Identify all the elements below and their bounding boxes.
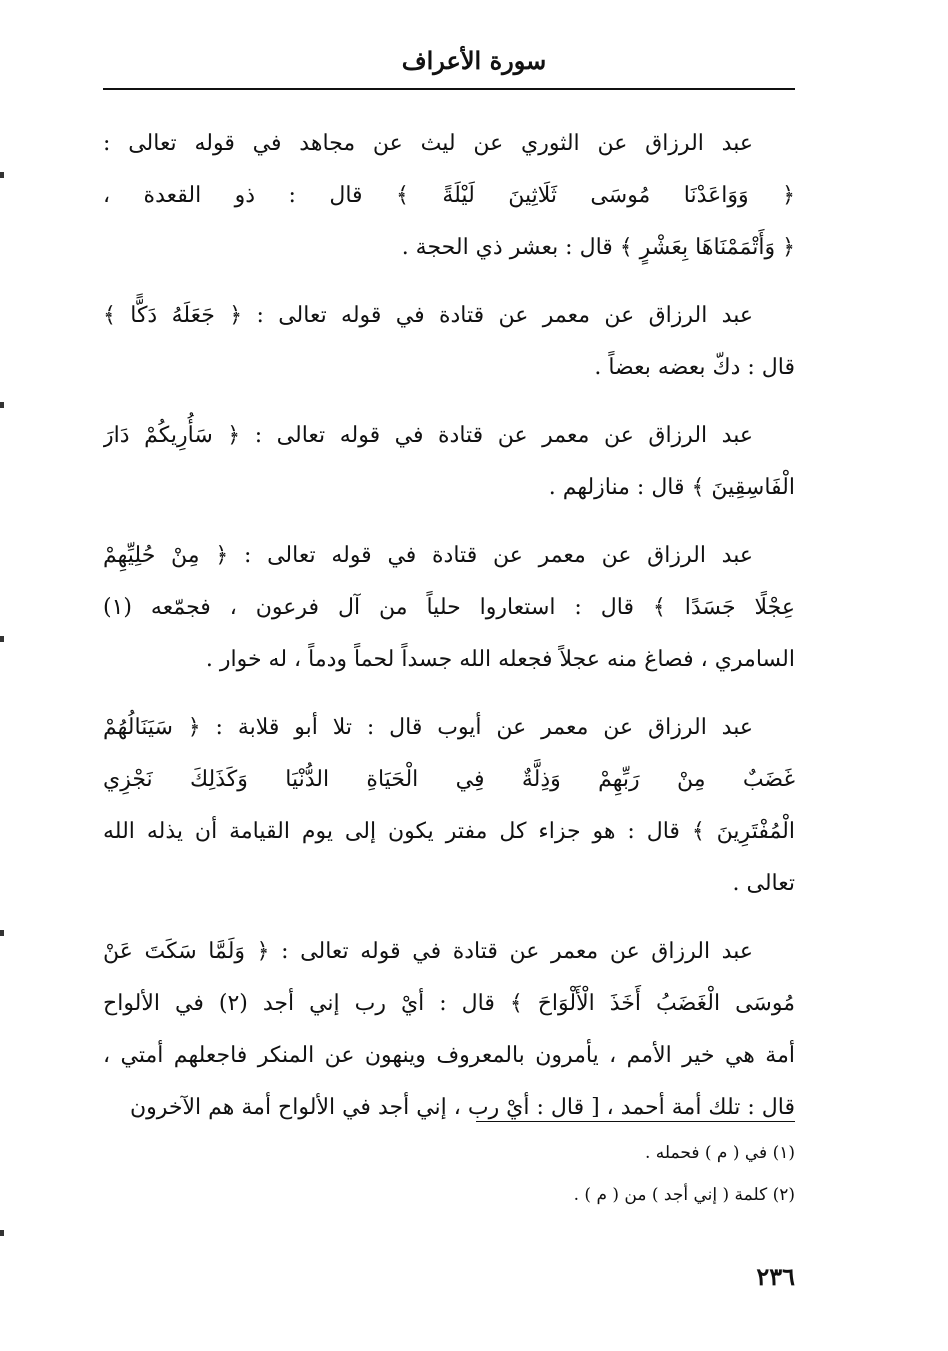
text-line: الْمُفْتَرِينَ ﴾ قال : هو جزاء كل مفتر يكون إلى يوم القيامة أن يذله الله <box>103 819 795 844</box>
margin-mark <box>0 930 4 936</box>
margin-mark <box>0 402 4 408</box>
body-text <box>103 118 795 1150</box>
text-line: ﴿ وَأَتْمَمْنَاهَا بِعَشْرٍ ﴾ قال : بعشر ذي الحجة . <box>401 235 795 260</box>
text-line: الْفَاسِقِينَ ﴾ قال : منازلهم . <box>548 475 795 500</box>
margin-mark <box>0 636 4 642</box>
margin-mark <box>0 172 4 178</box>
text-line: عِجْلًا جَسَدًا ﴾ قال : استعاروا حلياً من آل فرعون ، فجمّعه (١) <box>103 595 795 620</box>
footnotes <box>295 1132 795 1216</box>
page-header-title: سورة الأعراف <box>401 46 547 75</box>
text-line: عبد الرزاق عن معمر عن قتادة في قوله تعالى : ﴿ وَلَمَّا سَكَتَ عَنْ <box>103 939 753 964</box>
margin-mark <box>0 1230 4 1236</box>
paragraph-1 <box>103 118 795 274</box>
footnote-rule <box>476 1121 795 1122</box>
text-line: مُوسَى الْغَضَبُ أَخَذَ الْأَلْوَاحَ ﴾ قال : أيْ رب إني أجد (٢) في الألواح <box>103 991 795 1016</box>
text-line: عبد الرزاق عن معمر عن قتادة في قوله تعالى : ﴿ جَعَلَهُ دَكًّا ﴾ <box>103 303 753 328</box>
paragraph-3 <box>103 410 795 514</box>
text-line: السامري ، فصاغ منه عجلاً فجعله الله جسداً لحماً ودماً ، له خوار . <box>205 647 795 672</box>
text-line: قال : دكّ بعضه بعضاً . <box>594 355 795 380</box>
footnote-2: (٢) كلمة ( إني أجد ) من ( م ) . <box>573 1185 795 1205</box>
text-line: عبد الرزاق عن الثوري عن ليث عن مجاهد في قوله تعالى : <box>103 131 753 156</box>
footnote-1: (١) في ( م ) فحمله . <box>645 1143 795 1163</box>
page-number: ٢٣٦ <box>756 1262 795 1291</box>
text-line: تعالى . <box>732 871 795 896</box>
text-line: عبد الرزاق عن معمر عن قتادة في قوله تعالى : ﴿ سَأُرِيكُمْ دَارَ <box>103 423 753 448</box>
header-rule <box>103 88 795 90</box>
text-line: عبد الرزاق عن معمر عن أيوب قال : تلا أبو قلابة : ﴿ سَيَنَالُهُمْ <box>103 715 753 740</box>
text-line: ﴿ وَوَاعَدْنَا مُوسَى ثَلَاثِينَ لَيْلَةً ﴾ قال : ذو القعدة ، <box>103 183 795 208</box>
text-line: قال : تلك أمة أحمد ، [ قال : أيْ رب ، إني أجد في الألواح أمة هم الآخرون <box>129 1095 795 1120</box>
text-line: عبد الرزاق عن معمر عن قتادة في قوله تعالى : ﴿ مِنْ حُلِيِّهِمْ <box>103 543 753 568</box>
paragraph-4 <box>103 530 795 686</box>
paragraph-2 <box>103 290 795 394</box>
text-line: أمة هي خير الأمم ، يأمرون بالمعروف وينهون عن المنكر فاجعلهم أمتي ، <box>103 1043 795 1068</box>
paragraph-5 <box>103 702 795 910</box>
paragraph-6 <box>103 926 795 1134</box>
text-line: غَضَبٌ مِنْ رَبِّهِمْ وَذِلَّةٌ فِي الْحَيَاةِ الدُّنْيَا وَكَذَلِكَ نَجْزِي <box>103 767 795 792</box>
